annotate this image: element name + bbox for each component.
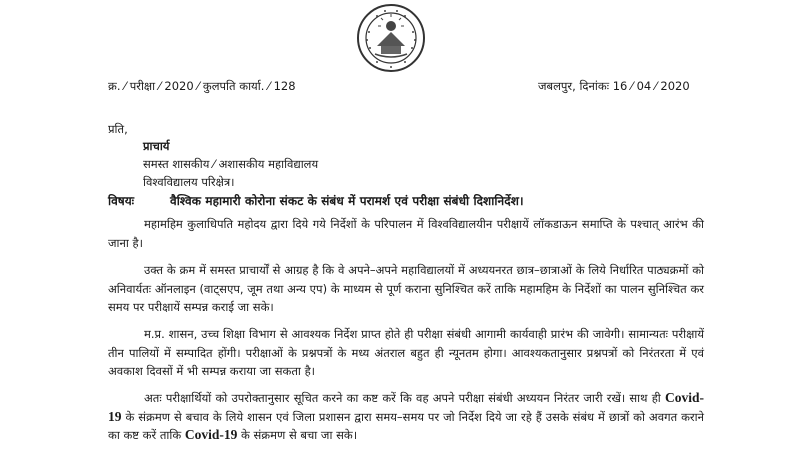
subject-text: वैश्विक महामारी कोरोना संकट के संबंध में परामर्श एवं परीक्षा संबंधी दिशानिर्देश। bbox=[170, 194, 524, 208]
paragraph-4-text-a: अतः परीक्षार्थियों को उपरोक्तानुसार सूचित करने का कष्ट करें कि वह अपने परीक्षा संबंधी अध्ययन निरंतर जारी रखें। साथ ही bbox=[144, 391, 665, 405]
covid-term: Covid-19 bbox=[108, 390, 704, 424]
paragraph-4-text-b: के संक्रमण से बचाव के लिये शासन एवं जिला प्रशासन द्वारा समय–समय पर जो निर्देश दिये जा रहे हैं उसके संबंध में छात्रों को अवगत कराने का कष्ट करें ताकि bbox=[108, 409, 704, 443]
reference-number: क्र. ⁄ परीक्षा ⁄ 2020 ⁄ कुलपति कार्या. ⁄ 128 bbox=[108, 79, 296, 93]
recipient-colleges: समस्त शासकीय ⁄ अशासकीय महाविद्यालय bbox=[143, 157, 319, 171]
paragraph-1: महामहिम कुलाधिपति महोदय द्वारा दिये गये निर्देशों के परिपालन में विश्वविद्यालयीन परीक्षायें लॉकडाऊन समाप्ति के पश्चात् आरंभ की जाना है। bbox=[108, 217, 704, 250]
salutation: प्रति, bbox=[108, 122, 128, 136]
subject-label: विषयः bbox=[108, 194, 135, 208]
paragraph-3: म.प्र. शासन, उच्च शिक्षा विभाग से आवश्यक निर्देश प्राप्त होते ही परीक्षा संबंधी आगामी कार्यवाही प्रारंभ की जावेगी। सामान्यतः परीक्षायें तीन पालियों में सम्पादित होंगी। परीक्षाओं के प्रश्नपत्रों के मध्य अंतराल बहुत ही न्यूनतम होगा। आवश्यकतानुसार प्रश्नपत्रों को निरंतरता में एवं अवकाश दिवसों में भी सम्पन्न कराया जा सकता है। bbox=[108, 327, 704, 379]
paragraph-4 bbox=[108, 389, 704, 445]
covid-term: Covid-19 bbox=[184, 427, 238, 443]
paragraph-2: उक्त के क्रम में समस्त प्राचार्यों से आग्रह है कि वे अपने–अपने महाविद्यालयों में अध्ययनरत छात्र–छात्राओं के लिये निर्धारित पाठ्यक्रमों को अनिवार्यतः ऑनलाइन (वाट्सएप, जूम तथा अन्य एप) के माध्यम से पूर्ण कराना सुनिश्चित करें ताकि महामहिम के निर्देशों का पालन सुनिश्चित कर समय पर परीक्षायें सम्पन्न कराई जा सके। bbox=[108, 263, 704, 315]
recipient-region: विश्वविद्यालय परिक्षेत्र। bbox=[143, 175, 235, 189]
university-seal-icon bbox=[355, 2, 427, 74]
paragraph-4-text-c: के संक्रमण से बचा जा सके। bbox=[237, 428, 358, 443]
recipient-designation: प्राचार्य bbox=[143, 139, 170, 153]
place-and-date: जबलपुर, दिनांकः 16 ⁄ 04 ⁄ 2020 bbox=[538, 79, 690, 93]
